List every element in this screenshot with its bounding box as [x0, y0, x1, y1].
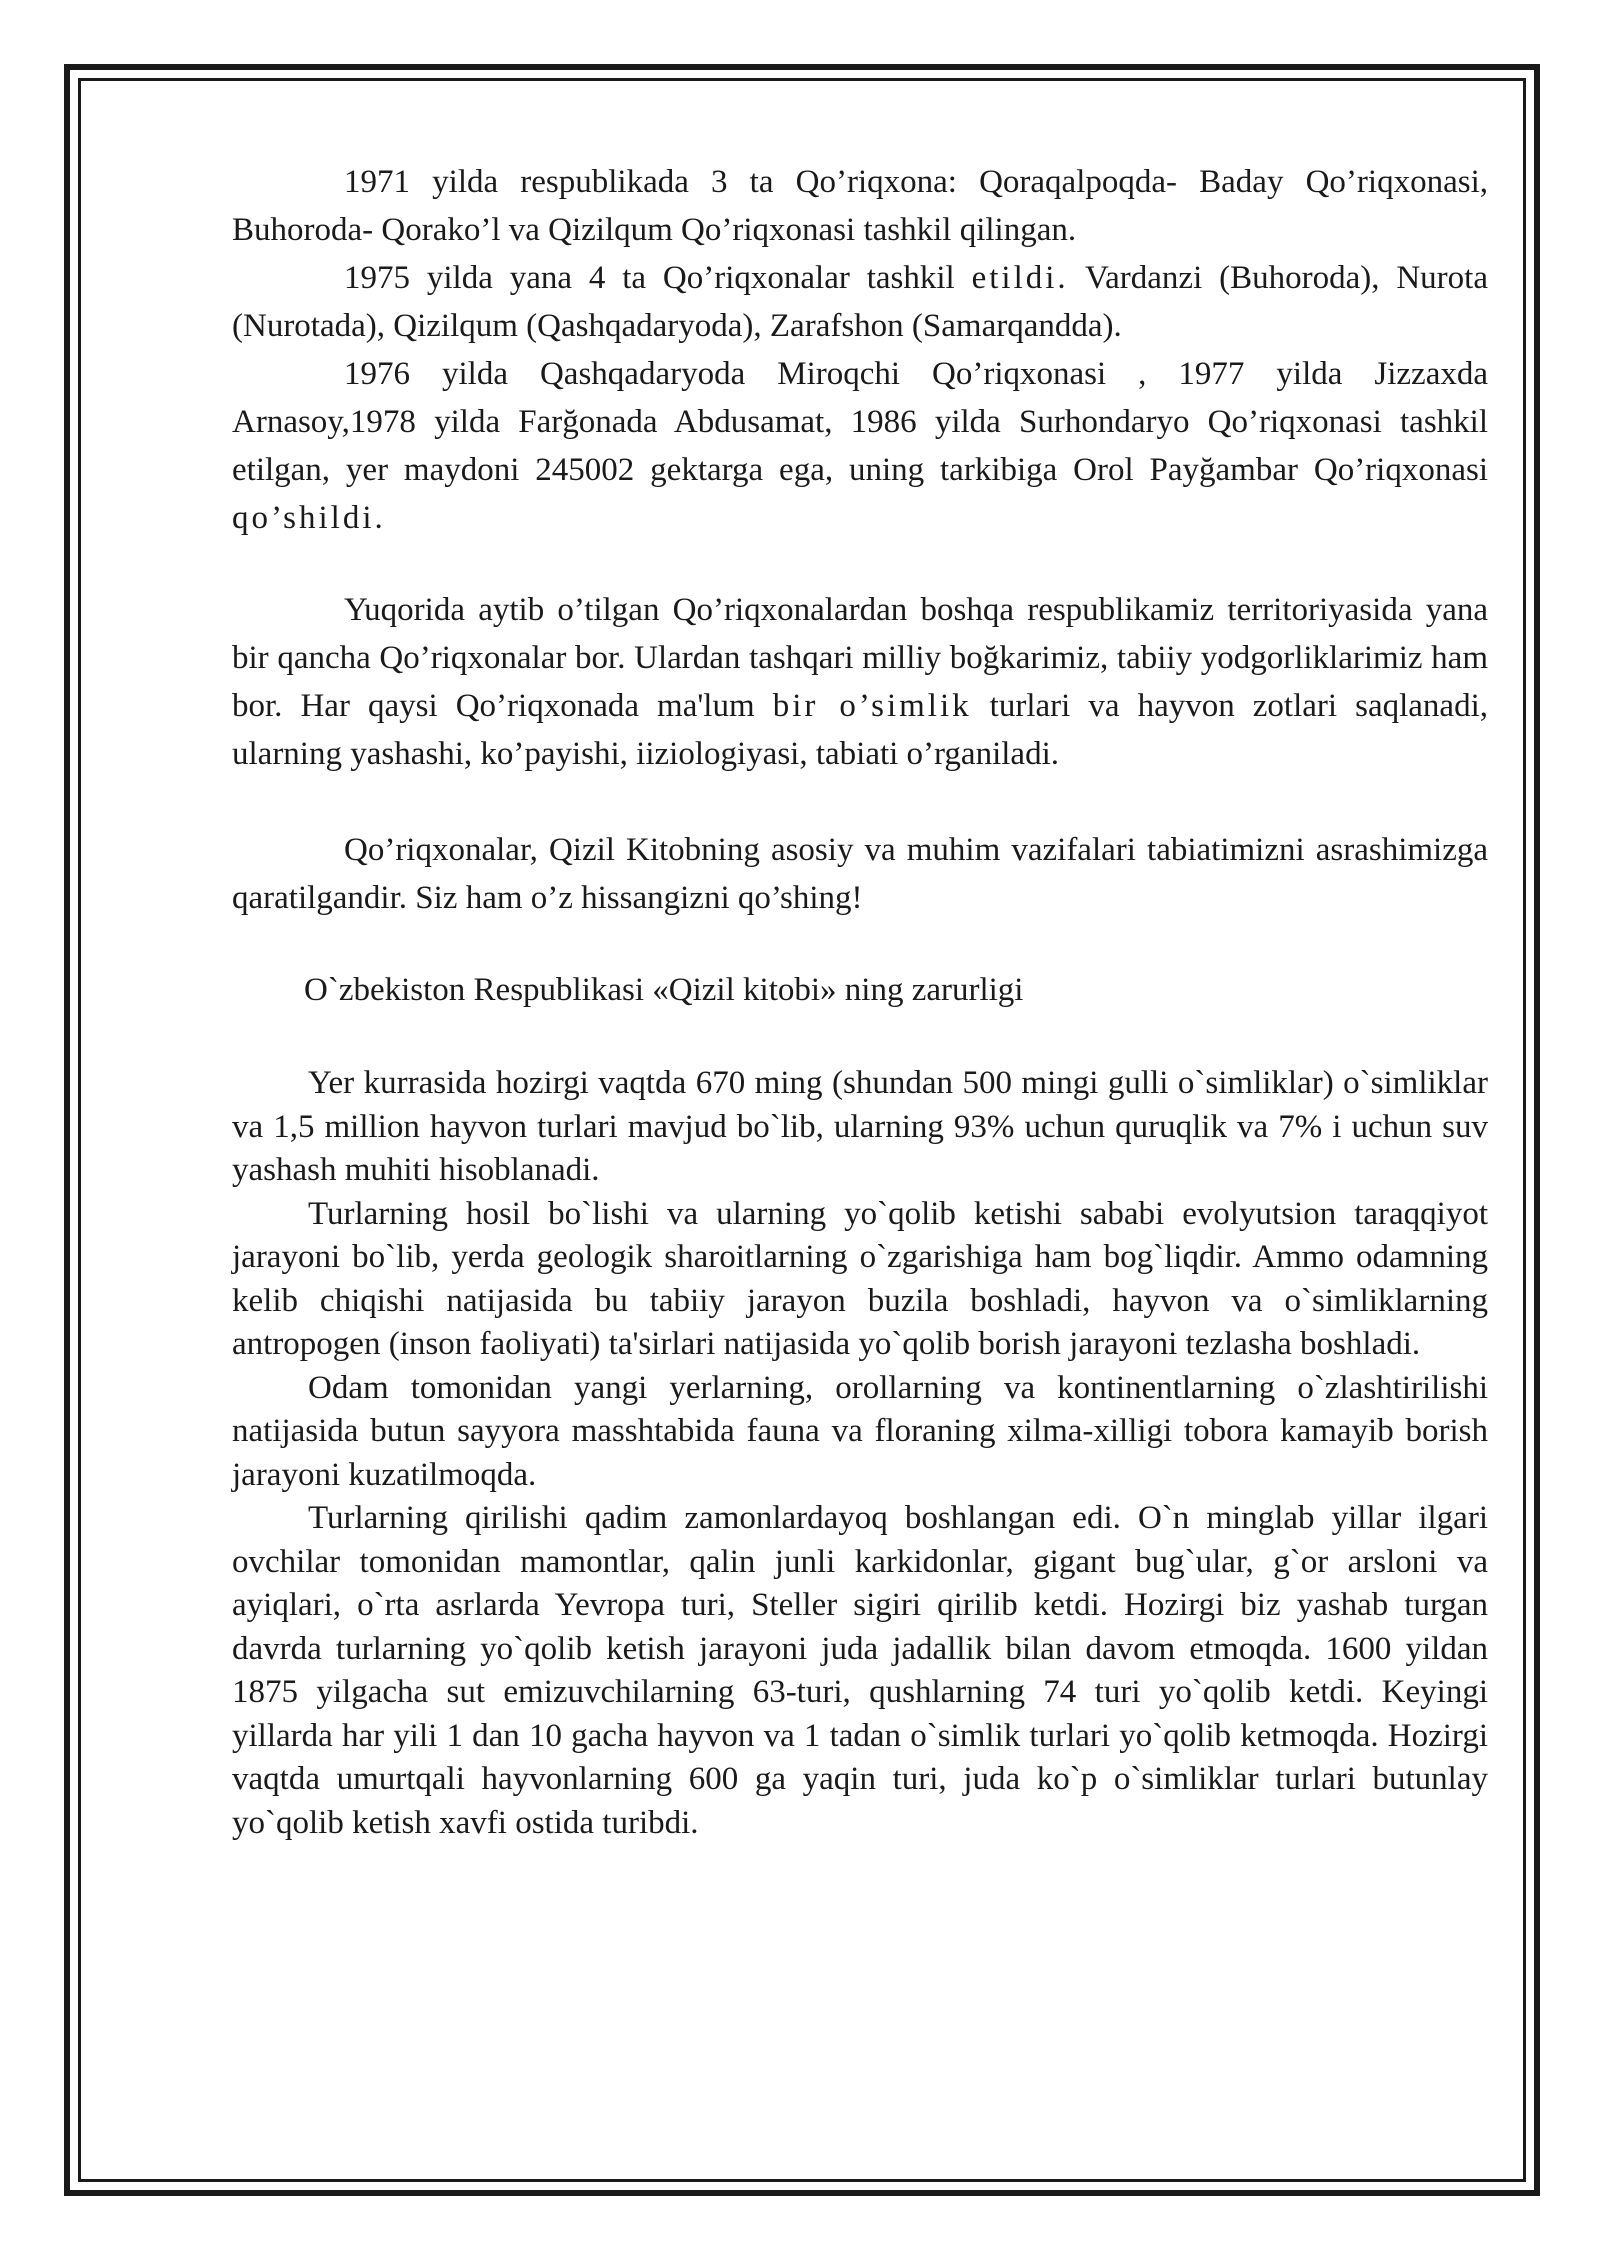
document-body — [232, 158, 1488, 1845]
section-heading: O`zbekiston Respublikasi «Qizil kitobi» ning zarurligi — [304, 972, 1024, 1008]
paragraph-reserves: Yuqorida aytib o’tilgan Qo’riqxonalardan boshqa respublikamiz territoriyasida yana bir qancha Qo’riqxonalar bor. Ulardan tashqari milliy boğkarimiz, tabiiy yodgorliklarimiz ham bor. Har qaysi Qo’riqxonada ma'lum bir o’simlik turlari va hayvon zotlari saqlanadi, ularning yashashi, ko’payishi, iiziologiyasi, tabiati o’rganiladi. — [232, 592, 1488, 772]
paragraph-species-count: Yer kurrasida hozirgi vaqtda 670 ming (shundan 500 mingi gulli o`simliklar) o`simliklar va 1,5 million hayvon turlari mavjud bo`lib, ularning 93% uchun quruqlik va 7% i uchun suv yashash muhiti hisoblanadi. — [232, 1065, 1488, 1188]
paragraph-human-impact: Odam tomonidan yangi yerlarning, orollarning va kontinentlarning o`zlashtirilishi natijasida butun sayyora masshtabida fauna va floraning xilma-xilligi tobora kamayib borish jarayoni kuzatilmoqda. — [232, 1369, 1488, 1493]
paragraph-1975: 1975 yilda yana 4 ta Qo’riqxonalar tashkil etildi. Vardanzi (Buhoroda), Nurota (Nurotada), Qizilqum (Qashqadaryoda), Zarafshon (Samarqandda). — [232, 260, 1488, 344]
call-section — [232, 826, 1488, 922]
paragraph-1971: 1971 yilda respublikada 3 ta Qo’riqxona: Qoraqalpoqda- Baday Qo’riqxonasi, Buhoroda- Qorako’l va Qizilqum Qo’riqxonasi tashkil qilingan. — [232, 164, 1488, 248]
intro-section — [232, 158, 1488, 542]
paragraph-evolution: Turlarning hosil bo`lishi va ularning yo`qolib ketishi sababi evolyutsion taraqqiyot jarayoni bo`lib, yerda geologik sharoitlarning o`zgarishiga ham bog`liqdir. Ammo odamning kelib chiqishi natijasida bu tabiiy jarayon buzila boshladi, hayvon va o`simliklarning antropogen (inson faoliyati) ta'sirlari natijasida yo`qolib borish jarayoni tezlasha boshladi. — [232, 1195, 1488, 1362]
reserves-section — [232, 586, 1488, 778]
redbook-section — [232, 1062, 1488, 1845]
paragraph-extinction-history: Turlarning qirilishi qadim zamonlardayoq boshlangan edi. O`n minglab yillar ilgari ovchilar tomonidan mamontlar, qalin junli karkidonlar, gigant bug`ular, g`or arsloni va ayiqlari, o`rta asrlarda Yevropa turi, Steller sigiri qirilib ketdi. Hozirgi biz yashab turgan davrda turlarning yo`qolib ketish jarayoni juda jadallik bilan davom etmoqda. 1600 yildan 1875 yilgacha sut emizuvchilarning 63-turi, qushlarning 74 turi yo`qolib ketdi. Keyingi yillarda har yili 1 dan 10 gacha hayvon va 1 tadan o`simlik turlari yo`qolib ketmoqda. Hozirgi vaqtda umurtqali hayvonlarning 600 ga yaqin turi, juda ko`p o`simliklar turlari butunlay yo`qolib ketish xavfi ostida turibdi. — [232, 1500, 1488, 1841]
paragraph-call: Qo’riqxonalar, Qizil Kitobning asosiy va muhim vazifalari tabiatimizni asrashimizga qaratilgandir. Siz ham o’z hissangizni qo’shing! — [232, 832, 1488, 916]
paragraph-1976: 1976 yilda Qashqadaryoda Miroqchi Qo’riqxonasi , 1977 yilda Jizzaxda Arnasoy,1978 yilda Farğonada Abdusamat, 1986 yilda Surhondaryo Qo’riqxonasi tashkil etilgan, yer maydoni 245002 gektarga ega, uning tarkibiga Orol Payğambar Qo’riqxonasi qo’shildi. — [232, 356, 1488, 536]
